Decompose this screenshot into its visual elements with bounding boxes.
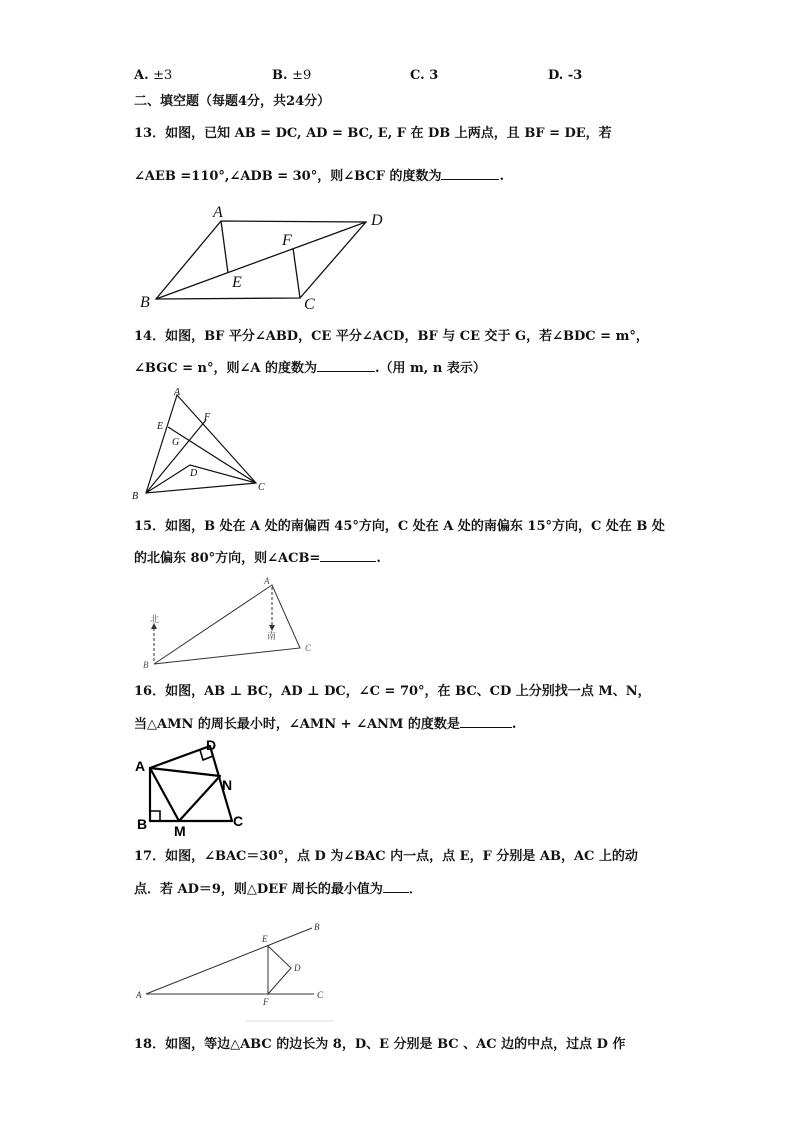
q15-label-b: B xyxy=(143,660,149,670)
q15-triangle-abc xyxy=(154,585,300,664)
q13-label-a: A xyxy=(213,204,223,221)
q14-label-d: D xyxy=(190,468,198,479)
q16-end: . xyxy=(511,717,517,732)
q16-right-angle-b xyxy=(150,811,160,821)
q14-label-f: F xyxy=(204,412,211,423)
q16-label-m: M xyxy=(174,823,186,839)
q13-label-d: D xyxy=(371,212,383,229)
option-a-value: ±3 xyxy=(153,68,173,83)
option-c xyxy=(410,66,438,86)
q17-label-b: B xyxy=(314,922,320,932)
q14-segment-bdc xyxy=(146,465,256,493)
q14-segment-ce xyxy=(168,427,256,483)
q15-label-a: A xyxy=(264,576,270,586)
q16-quadrilateral-abcd xyxy=(150,746,232,821)
q13-segment-cf xyxy=(293,248,300,298)
q17-end: ． xyxy=(408,882,422,897)
q14-label-c: C xyxy=(258,482,265,493)
q13-line2 xyxy=(134,165,504,187)
option-d xyxy=(548,66,582,86)
q14-figure xyxy=(130,387,270,502)
option-b xyxy=(272,66,311,86)
q13-label-b: B xyxy=(140,294,150,311)
q15-label-north: 北 xyxy=(150,614,160,624)
q17-ray-ab xyxy=(146,928,312,994)
q17-figure xyxy=(134,918,334,1008)
q14-answer-blank xyxy=(317,357,375,372)
q15-label-c: C xyxy=(305,643,312,653)
q15-line2 xyxy=(134,547,381,569)
q13-segment-ae xyxy=(221,221,228,273)
q14-line1: 14．如图，BF 平分∠ABD，CE 平分∠ACD，BF 与 CE 交于 G，若∠BDC = m°， xyxy=(134,329,649,344)
q15-figure xyxy=(140,575,320,670)
q14-label-e: E xyxy=(157,421,164,432)
q15-line2-text: 的北偏东 80°方向，则∠ACB= xyxy=(134,551,321,566)
option-b-letter: B. xyxy=(272,68,288,83)
q17-label-e: E xyxy=(262,934,268,944)
q14-end: .（用 m, n 表示） xyxy=(374,361,486,376)
q13-label-c: C xyxy=(304,296,315,313)
q16-figure xyxy=(134,737,254,837)
option-b-value: ±9 xyxy=(292,68,312,83)
q17-line1: 17．如图，∠BAC＝30°，点 D 为∠BAC 内一点，点 E，F 分别是 AB，AC 上的动 xyxy=(134,849,638,864)
q17-answer-blank xyxy=(383,878,409,893)
q15-line1: 15．如图，B 处在 A 处的南偏西 45°方向，C 处在 A 处的南偏东 15°方向，C 处在 B 处 xyxy=(134,519,665,534)
q16-label-a: A xyxy=(135,758,146,774)
q13-figure xyxy=(138,203,398,313)
q14-label-g: G xyxy=(172,437,180,448)
q17-label-c: C xyxy=(317,990,324,1000)
q17-label-a: A xyxy=(136,990,142,1000)
q14-line2-text: ∠BGC = n°，则∠A 的度数为 xyxy=(134,361,317,376)
q16-line2 xyxy=(134,713,516,735)
q17-line2 xyxy=(134,878,422,900)
q18-line1: 18．如图，等边△ABC 的边长为 8，D、E 分别是 BC 、AC 边的中点，过点 D 作 xyxy=(134,1037,626,1052)
option-c-value: 3 xyxy=(429,68,439,83)
option-d-value: -3 xyxy=(567,68,583,83)
q15-label-south: 南 xyxy=(267,631,277,641)
q16-line1: 16．如图，AB ⊥ BC，AD ⊥ DC，∠C = 70°，在 BC、CD 上分别找一点 M、N， xyxy=(134,684,651,699)
q16-label-b: B xyxy=(137,816,148,832)
q17-triangle-def xyxy=(268,946,291,994)
q17-line2-text: 点．若 AD＝9，则△DEF 周长的最小值为 xyxy=(134,882,383,897)
q13-line1: 13．如图，已知 AB = DC, AD = BC, E, F 在 DB 上两点，且 BF = DE，若 xyxy=(134,126,612,141)
q17-label-f: F xyxy=(263,997,269,1007)
q14-line2 xyxy=(134,357,486,379)
q16-line2-text: 当△AMN 的周长最小时，∠AMN + ∠ANM 的度数是 xyxy=(134,717,460,732)
q16-label-c: C xyxy=(233,813,244,829)
q14-label-a: A xyxy=(174,387,181,398)
q17-label-d: D xyxy=(294,963,301,973)
option-d-letter: D. xyxy=(548,68,564,83)
q14-segment-bf xyxy=(146,420,206,493)
q16-label-d: D xyxy=(206,737,217,753)
q13-end: . xyxy=(499,169,504,184)
option-a xyxy=(134,66,172,86)
q13-answer-blank xyxy=(441,165,499,180)
q16-label-n: N xyxy=(222,777,233,793)
q14-label-b: B xyxy=(132,491,139,502)
q15-answer-blank xyxy=(320,547,376,562)
option-a-letter: A. xyxy=(134,68,149,83)
q16-answer-blank xyxy=(460,713,512,728)
q15-end: . xyxy=(376,551,381,566)
q13-line2-text: ∠AEB =110°,∠ADB = 30°，则∠BCF 的度数为 xyxy=(134,169,442,184)
q13-label-e: E xyxy=(232,274,242,291)
section-title: 二、填空题（每题4分，共24分） xyxy=(134,94,331,109)
q13-label-f: F xyxy=(282,232,292,249)
option-c-letter: C. xyxy=(410,68,425,83)
